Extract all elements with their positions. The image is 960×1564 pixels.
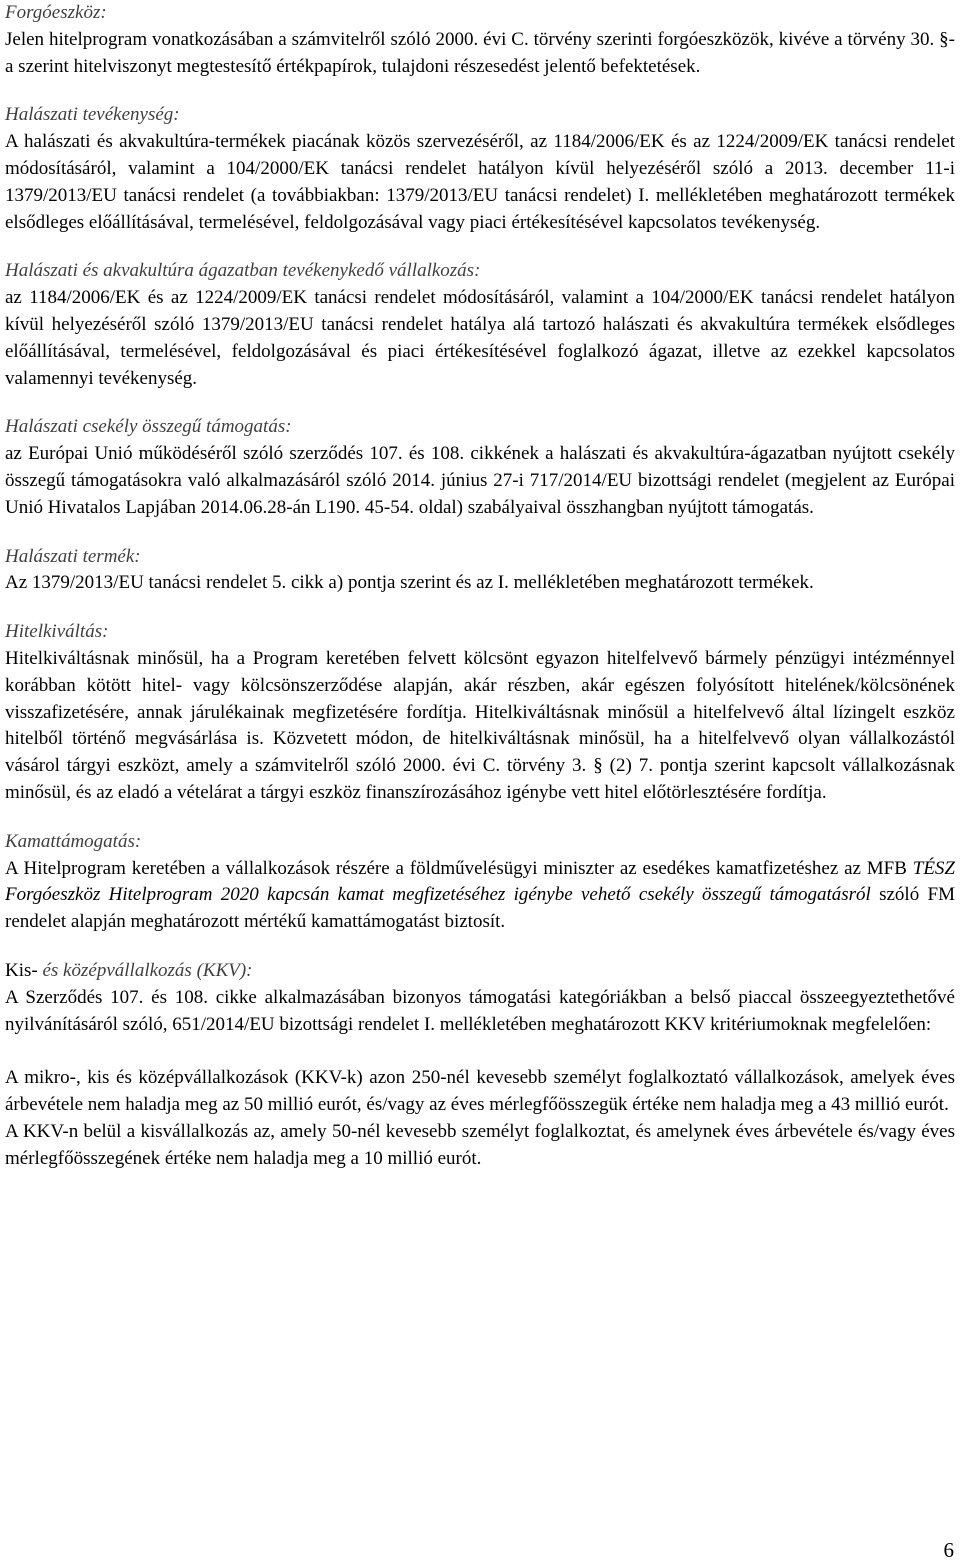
body-text: A Hitelprogram keretében a vállalkozások részére a földművelésügyi miniszter az esedékes kamatfizetéshez az MFB [5,857,913,879]
section-halaszati-termek [5,544,955,598]
section-body: az 1184/2006/EK és az 1224/2009/EK tanácsi rendelet módosításáról, valamint a 104/2000/EK tanácsi rendelet hatályon kívül helyezéséről szóló 1379/2013/EU tanácsi rendelet hatálya alá tartozó halászati és akvakultúra termékek elsődleges előállításával, termelésével, feldolgozásával és piaci értékesítésével foglalkozó ágazat, illetve az ezekkel kapcsolatos valamennyi tevékenység. [5,287,955,389]
page-number: 6 [943,1538,954,1562]
section-heading: Hitelkiváltás: [5,621,109,643]
section-heading: Halászati és akvakultúra ágazatban tevékenykedő vállalkozás: [5,260,481,282]
section-body: A Szerződés 107. és 108. cikke alkalmazásában bizonyos támogatási kategóriákban a belső piaccal összeegyeztethetővé nyilvánításáról szóló, 651/2014/EU bizottsági rendelet I. mellékletében meghatározott KKV kritériumoknak megfelelően: [5,986,955,1035]
kkv-definition: A mikro-, kis és középvállalkozások (KKV-k) azon 250-nél kevesebb személyt foglalkoztató vállalkozások, amelyek éves árbevétele nem haladja meg az 50 millió eurót, és/vagy az éves mérlegfőösszegük értéke nem haladja meg a 43 millió eurót. [5,1067,955,1116]
section-forgoeszkoz [5,0,955,80]
section-kkv [5,958,955,1173]
section-heading: Forgóeszköz: [5,2,107,23]
section-halaszati-vallalkozas [5,258,955,392]
section-heading: Halászati csekély összegű támogatás: [5,416,292,438]
heading-text: és középvállalkozás (KKV): [42,959,253,981]
section-body: Jelen hitelprogram vonatkozásában a számvitelről szóló 2000. évi C. törvény szerinti forgóeszközök, kivéve a törvény 30. §-a szerint hitelviszonyt megtestesítő értékpapírok, tulajdoni részesedést jelentő befektetések. [5,28,955,77]
section-hitelkivaltas [5,619,955,807]
section-body: A halászati és akvakultúra-termékek piacának közös szervezéséről, az 1184/2006/EK és az 1224/2009/EK tanácsi rendelet módosításáról, valamint a 104/2000/EK tanácsi rendelet hatályon kívül helyezéséről szóló a 2013. december 11-i 1379/2013/EU tanácsi rendelet (a továbbiakban: 1379/2013/EU tanácsi rendelet) I. mellékletében meghatározott termékek elsődleges előállításával, termelésével, feldolgozásával vagy piaci értékesítésével kapcsolatos tevékenység. [5,131,955,233]
section-heading: Halászati tevékenység: [5,104,180,126]
section-heading: Kamattámogatás: [5,830,142,852]
section-csekely-osszegu-tamogatas [5,414,955,521]
section-heading: Halászati termék: [5,545,141,567]
section-kamattamogatas [5,829,955,936]
section-body: Az 1379/2013/EU tanácsi rendelet 5. cikk a) pontja szerint és az I. mellékletében meghatározott termékek. [5,572,814,594]
section-body [5,856,955,936]
section-body: az Európai Unió működéséről szóló szerződés 107. és 108. cikkének a halászati és akvakultúra-ágazatban nyújtott csekély összegű támogatásokra való alkalmazásáról szóló 2014. június 27-i 717/2014/EU bizottsági rendelet (megjelent az Európai Unió Hivatalos Lapjában 2014.06.28-án L190. 45-54. oldal) szabályaival összhangban nyújtott támogatás. [5,443,955,518]
regulation-title: TÉSZ Forgóeszköz Hitelprogram 2020 kapcsán kamat megfizetéséhez igénybe vehető csekély összegű támogatásról [5,857,955,906]
body-text: szóló FM rendelet alapján meghatározott mértékű kamattámogatást biztosít. [5,884,955,933]
heading-prefix: Kis- [5,959,43,981]
section-halaszati-tevekenyseg [5,102,955,236]
kisvallalkozas-definition: A KKV-n belül a kisvállalkozás az, amely 50-nél kevesebb személyt foglalkoztat, és amelynek éves árbevétele és/vagy éves mérlegfőösszegének értéke nem haladja meg a 10 millió eurót. [5,1120,955,1169]
document-page [5,0,955,1172]
section-body: Hitelkiváltásnak minősül, ha a Program keretében felvett kölcsönt egyazon hitelfelvevő bármely pénzügyi intézménnyel korábban kötött hitel- vagy kölcsönszerződése alapján, akár részben, akár egészen folyósított hitelének/kölcsönének visszafizetésére, annak járulékainak megfizetésére fordítja. Hitelkiváltásnak minősül a hitelfelvevő által lízingelt eszköz hitelből történő megvásárlása is. Közvetett módon, de hitelkiváltásnak minősül, ha a hitelfelvevő olyan vállalkozástól vásárol tárgyi eszközt, amely a számvitelről szóló 2000. évi C. törvény 3. § (2) 7. pontja szerint kapcsolt vállalkozásnak minősül, és az eladó a vételárat a tárgyi eszköz finanszírozásához igénybe vett hitel előtörlesztésére fordítja. [5,647,955,803]
section-heading [5,958,955,985]
